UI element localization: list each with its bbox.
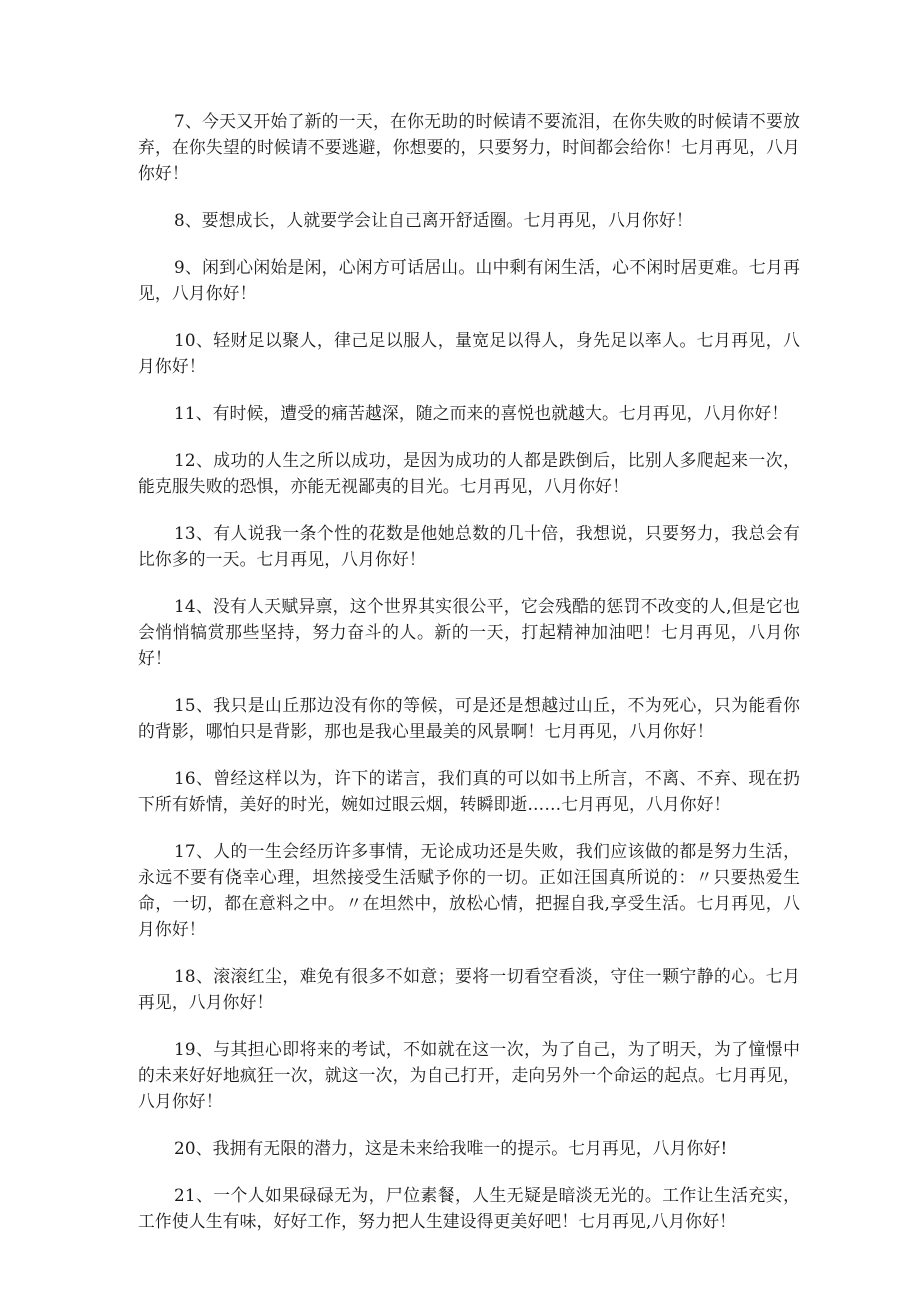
paragraph-8: 8、要想成长，人就要学会让自己离开舒适圈。七月再见，八月你好！: [174, 210, 693, 230]
paragraph-14: 14、没有人天赋异禀，这个世界其实很公平，它会残酷的惩罚不改变的人,但是它也会悄悄犒赏那些坚持，努力奋斗的人。新的一天，打起精神加油吧！七月再见，八月你好！: [138, 596, 800, 668]
paragraph-18: 18、滚滚红尘，难免有很多不如意；要将一切看空看淡，守住一颗宁静的心。七月再见，八月你好！: [138, 966, 800, 1012]
document-body: [138, 108, 800, 1255]
paragraph-13: 13、有人说我一条个性的花数是他她总数的几十倍，我想说，只要努力，我总会有比你多的一天。七月再见，八月你好！: [138, 523, 800, 569]
paragraph-21: 21、一个人如果碌碌无为，尸位素餐，人生无疑是暗淡无光的。工作让生活充实，工作使人生有味，好好工作，努力把人生建设得更美好吧！七月再见,八月你好！: [138, 1185, 800, 1231]
paragraph-16: 16、曾经这样以为，许下的诺言，我们真的可以如书上所言，不离、不弃、现在扔下所有娇情，美好的时光，婉如过眼云烟，转瞬即逝……七月再见，八月你好！: [138, 768, 800, 814]
paragraph-17: 17、人的一生会经历许多事情，无论成功还是失败，我们应该做的都是努力生活，永远不要有侥幸心理，坦然接受生活赋予你的一切。正如汪国真所说的：〃只要热爱生命，一切，都在意料之中。〃在坦然中，放松心情，把握自我,享受生活。七月再见，八月你好！: [138, 841, 800, 939]
paragraph-7: 7、今天又开始了新的一天，在你无助的时候请不要流泪，在你失败的时候请不要放弃，在你失望的时候请不要逃避，你想要的，只要努力，时间都会给你！七月再见，八月你好！: [138, 111, 800, 183]
paragraph-11: 11、有时候，遭受的痛苦越深，随之而来的喜悦也就越大。七月再见，八月你好！: [174, 403, 789, 423]
paragraph-15: 15、我只是山丘那边没有你的等候，可是还是想越过山丘，不为死心，只为能看你的背影，哪怕只是背影，那也是我心里最美的风景啊！七月再见，八月你好！: [138, 695, 800, 741]
paragraph-19: 19、与其担心即将来的考试，不如就在这一次，为了自己，为了明天，为了憧憬中的未来好好地疯狂一次，就这一次，为自己打开，走向另外一个命运的起点。七月再见，八月你好！: [138, 1039, 800, 1111]
paragraph-9: 9、闲到心闲始是闲，心闲方可话居山。山中剩有闲生活，心不闲时居更难。七月再见，八月你好！: [138, 257, 800, 303]
paragraph-10: 10、轻财足以聚人，律己足以服人，量宽足以得人，身先足以率人。七月再见，八月你好！: [138, 330, 800, 376]
paragraph-20: 20、我拥有无限的潜力，这是未来给我唯一的提示。七月再见，八月你好!: [174, 1138, 728, 1158]
paragraph-12: 12、成功的人生之所以成功，是因为成功的人都是跌倒后，比别人多爬起来一次，能克服失败的恐惧，亦能无视鄙夷的目光。七月再见，八月你好！: [138, 450, 800, 496]
